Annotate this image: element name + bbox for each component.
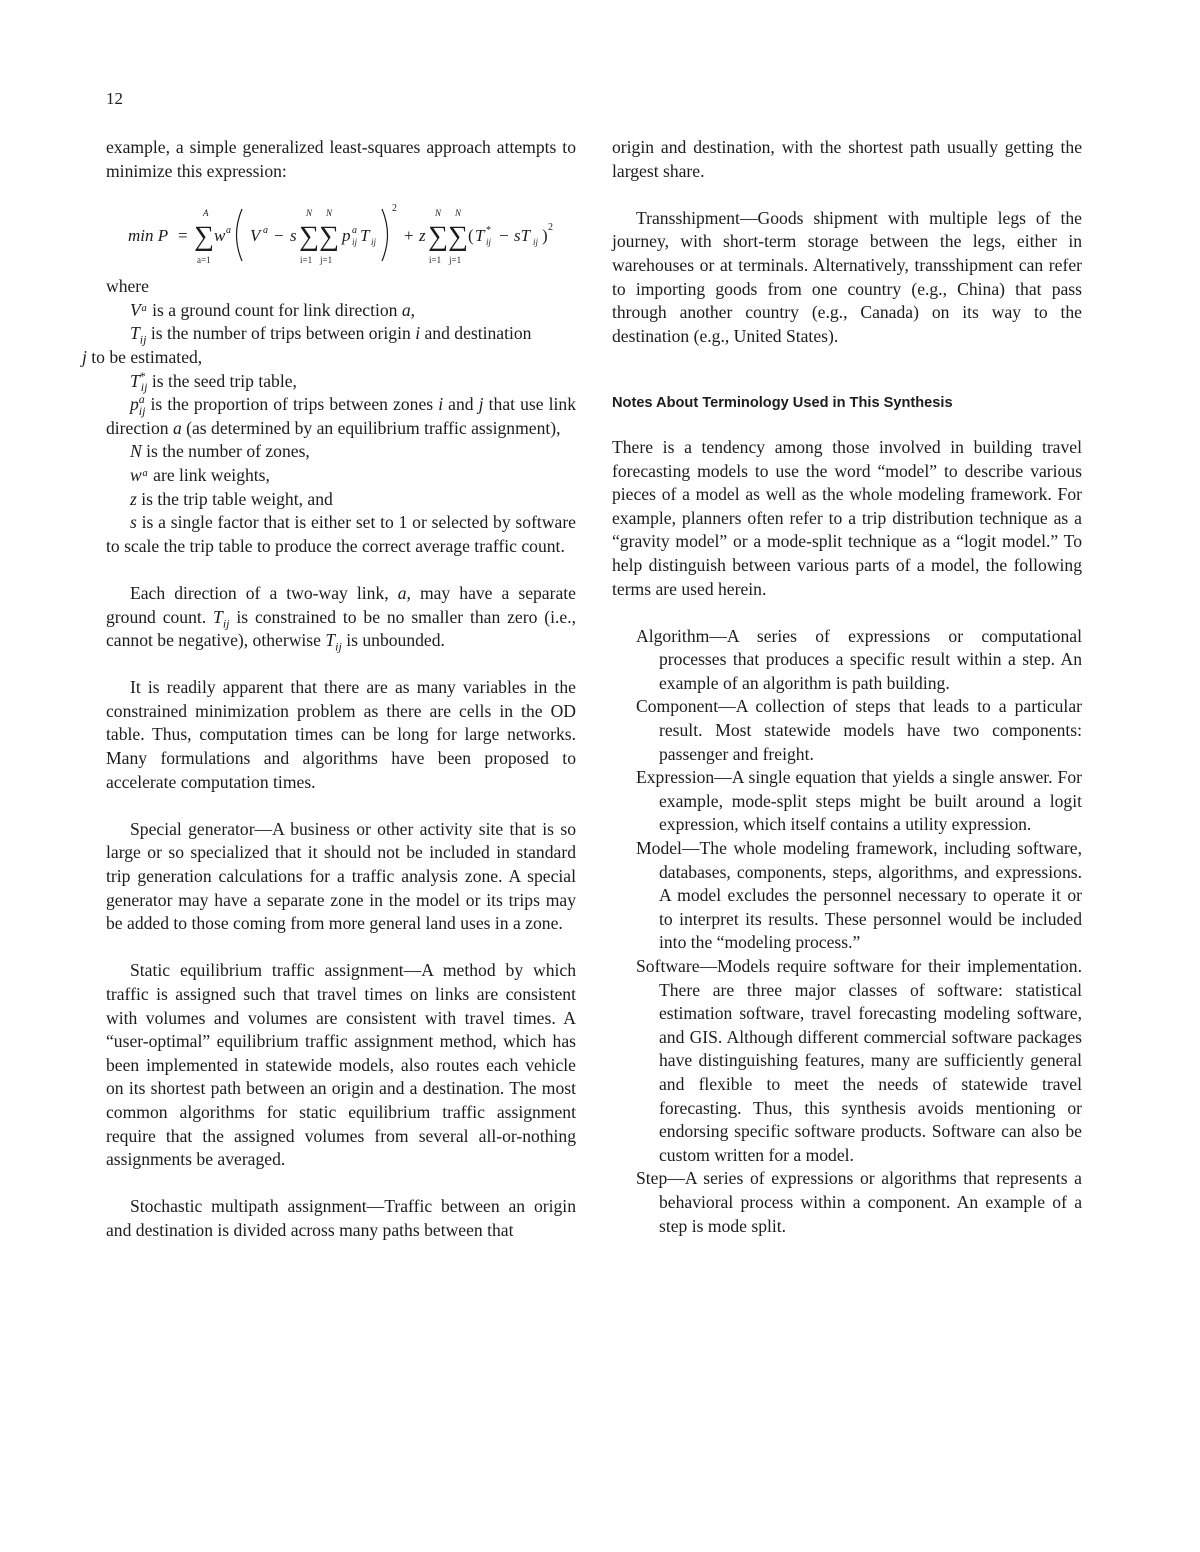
section-heading: Notes About Terminology Used in This Synthesis	[612, 395, 953, 412]
two-way-link-paragraph: Each direction of a two-way link, a, may have a separate ground count. $T_{ij}$ is constrained to be no smaller than zero (i.e., cannot be negative), otherwise $T_{ij}$ is unbounded.	[106, 582, 576, 654]
variable-definition: Vᵃ is a ground count for link direction a,	[130, 299, 416, 320]
svg-text:i=1: i=1	[300, 255, 313, 266]
svg-text:a: a	[226, 225, 231, 237]
svg-text:2: 2	[392, 203, 397, 215]
term-component: Component—A collection of steps that leads to a particular result. Most statewide models have two components: passenger and freight.	[636, 696, 1082, 764]
svg-text:ij: ij	[352, 237, 358, 248]
page-number: 12	[106, 89, 123, 108]
term-model: Model—The whole modeling framework, including software, databases, components, steps, algorithms, and expressions. A model excludes the personnel necessary to operate it or to interpret its results. These personnel would be included into the “modeling process.”	[636, 838, 1082, 953]
right-column	[612, 136, 1082, 1238]
svg-text:∑: ∑	[194, 221, 214, 253]
svg-text:N: N	[306, 208, 313, 219]
svg-text:min P: min P	[128, 226, 169, 246]
svg-text:j=1: j=1	[320, 255, 333, 266]
variable-definition: $T_{ij}$ is the number of trips between origin i and destination j to be estimated,	[82, 323, 532, 367]
svg-text:A: A	[203, 208, 209, 219]
tendency-paragraph: There is a tendency among those involved in building travel forecasting models to use the word “model” to describe various pieces of a model as well as the whole modeling framework. For example, planners often refer to a trip distribution technique as a “gravity model” or a mode-split technique as a “logit model.” To help distinguish between various parts of a model, the following terms are used herein.	[612, 436, 1082, 599]
svg-text:ij: ij	[486, 237, 492, 248]
left-column	[82, 136, 577, 1243]
svg-text:−: −	[274, 226, 284, 246]
svg-text:(: (	[468, 226, 474, 246]
svg-text:2: 2	[548, 222, 553, 234]
svg-text:z: z	[419, 226, 426, 246]
special-generator-paragraph: Special generator—A business or other activity site that is so large or so specialized that it should not be included in standard trip generation calculations for a traffic analysis zone. A special generator may have a separate zone in the model or its trips may be added to those coming from more general land uses in a zone.	[106, 818, 576, 934]
term-expression: Expression—A single equation that yields a single answer. For example, mode-split steps might be built around a logit expression, which itself contains a utility expression.	[636, 767, 1082, 835]
svg-text:a: a	[263, 225, 268, 237]
term-software: Software—Models require software for their implementation. There are three major classes of software: statistical estimation software, travel forecasting modeling software, and GIS. Although different commercial software packages have distinguishing features, many are sufficiently general and flexible to meet the needs of statewide travel forecasting. Thus, this synthesis avoids mentioning or endorsing specific software products. Software can also be custom written for a model.	[636, 956, 1082, 1165]
svg-text:ij: ij	[533, 237, 539, 248]
svg-text:w: w	[214, 226, 226, 246]
svg-text:a: a	[352, 225, 357, 237]
svg-text:N: N	[435, 208, 442, 219]
least-squares-equation	[106, 197, 576, 275]
variable-definition: s is a single factor that is either set to 1 or selected by software to scale the trip table to produce the correct average traffic count.	[106, 512, 576, 556]
svg-text:N: N	[326, 208, 333, 219]
svg-text:T: T	[360, 226, 370, 246]
svg-text:*: *	[486, 225, 491, 237]
variable-definition: $p^a_{ij}$ is the proportion of trips between zones i and j that use link direction a (as determined by an equilibrium traffic assignment),	[106, 392, 577, 438]
stochastic-continuation: origin and destination, with the shortest path usually getting the largest share.	[612, 137, 1082, 181]
variable-definition: wᵃ are link weights,	[130, 464, 270, 485]
stochastic-paragraph: Stochastic multipath assignment—Traffic between an origin and destination is divided across many paths between that	[106, 1196, 576, 1240]
equation-graphic	[106, 197, 576, 275]
svg-text:j=1: j=1	[449, 255, 462, 266]
terms-list	[612, 625, 1082, 1238]
variables-paragraph: It is readily apparent that there are as many variables in the constrained minimization problem as there are cells in the OD table. Thus, computation times can be long for large networks. Many formulations and algorithms have been proposed to accelerate computation times.	[106, 677, 576, 792]
where-label: where	[106, 276, 149, 297]
static-equilibrium-paragraph: Static equilibrium traffic assignment—A method by which traffic is assigned such that travel times on links are consistent with volumes and volumes are consistent with travel times. A “user-optimal” equilibrium traffic assignment method, which has been implemented in statewide models, also routes each vehicle on its shortest path between an origin and a destination. The most common algorithms for static equilibrium traffic assignment require that the assigned volumes from several all-or-nothing assignments be averaged.	[106, 960, 576, 1170]
svg-text:i=1: i=1	[429, 255, 442, 266]
variable-definition: $T^*_{ij}$ is the seed trip table,	[130, 368, 297, 395]
svg-text:p: p	[342, 226, 351, 246]
svg-text:): )	[542, 226, 548, 246]
term-algorithm: Algorithm—A series of expressions or computational processes that produces a specific result within a step. An example of an algorithm is path building.	[636, 625, 1082, 693]
intro-paragraph: example, a simple generalized least-squares approach attempts to minimize this expression:	[106, 137, 576, 181]
svg-text:−: −	[499, 226, 509, 246]
term-step: Step—A series of expressions or algorithms that represents a behavioral process within a component. An example of a step is mode split.	[636, 1168, 1082, 1236]
svg-text:T: T	[475, 226, 485, 246]
svg-text:ij: ij	[371, 237, 377, 248]
variable-definition: z is the trip table weight, and	[130, 488, 333, 509]
svg-text:+: +	[404, 226, 414, 246]
svg-text:V: V	[250, 226, 261, 246]
svg-text:a=1: a=1	[197, 255, 211, 266]
svg-text:s: s	[290, 226, 297, 246]
svg-text:∑: ∑	[319, 221, 339, 253]
svg-text:sT: sT	[514, 226, 531, 246]
svg-text:∑: ∑	[428, 221, 448, 253]
variable-definition: N is the number of zones,	[130, 441, 310, 462]
svg-text:=: =	[178, 226, 188, 246]
transshipment-paragraph: Transshipment—Goods shipment with multiple legs of the journey, with short-term storage between the legs, either in warehouses or at terminals. Alternatively, transshipment can refer to importing goods from one country (e.g., China) that pass through another country (e.g., Canada) on its way to the destination (e.g., United States).	[612, 207, 1082, 346]
svg-text:N: N	[455, 208, 462, 219]
svg-text:∑: ∑	[448, 221, 468, 253]
svg-text:∑: ∑	[299, 221, 319, 253]
